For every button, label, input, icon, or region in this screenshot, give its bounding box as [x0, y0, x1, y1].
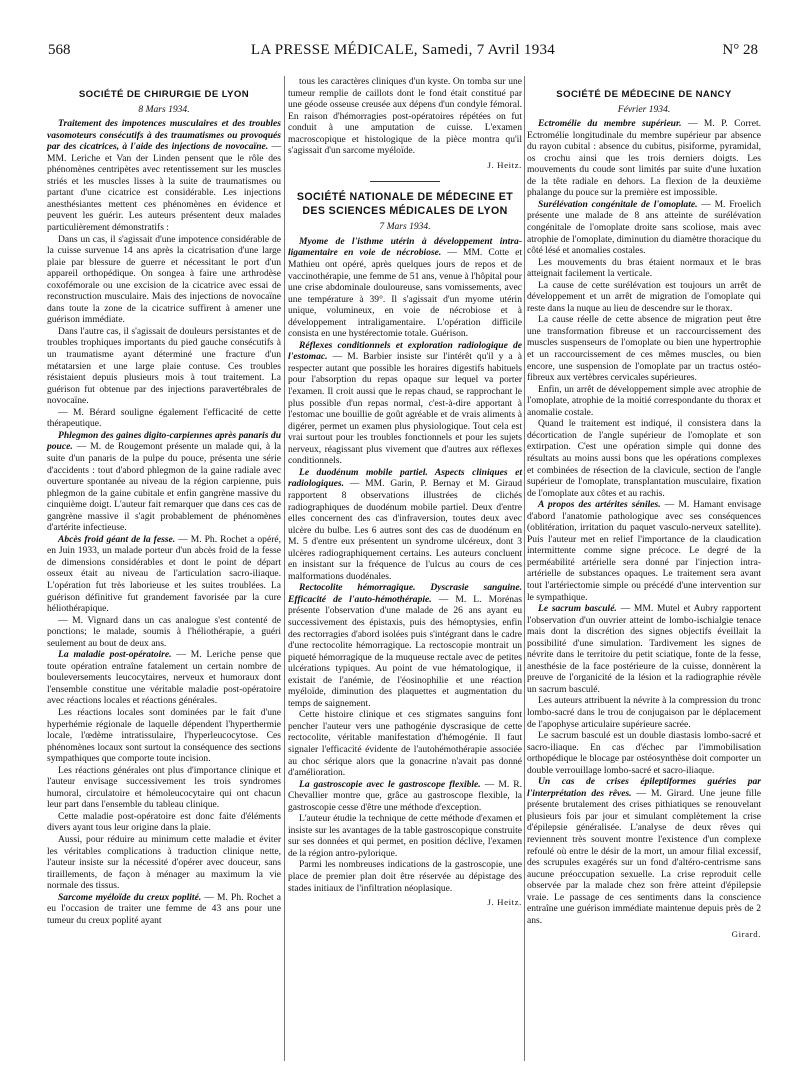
signature: Girard. [731, 929, 761, 940]
article [288, 340, 522, 467]
article-title: La gastroscopie avec le gastroscope flexible. [299, 778, 481, 790]
article-title: Traitement des impotences musculaires et des troubles vasomoteurs consécutifs à des traumatismes ou provoqués par des cicatrices, à l'aide des injections de novocaïne. [47, 118, 281, 153]
column-rule [524, 76, 525, 1061]
article-text: — MM. Mutel et Aubry rapportent l'observation d'un ouvrier atteint de lombo-ischialgie tenace mais dont la discrétion des signes objectifs éveillait la possibilité d'une simulation. Tardivement les signes de névrite dans le territoire du petit sciatique, fonte de la fesse, anesthésie de la face postérieure de la cuisse, donnèrent la preuve de l'organicité de la lésion et la radiographie révèle un sacrum basculé. [527, 603, 762, 695]
column-left [47, 76, 281, 926]
article-text: — M. Barbier insiste sur l'intérêt qu'il y a à respecter autant que possible les horaires digestifs habituels pour l'absorption du repas opaque sur lequel va porter l'examen. Il croit aussi que le repas chaud, se rapprochant le plus possible d'un repas normal, c'est-à-dire apportant à l'estomac une bouillie de goût agréable et de vrais aliments à digérer, permet un examen plus physiologique. Tout cela est vrai surtout pour les troubles fonctionnels et pour les sujets nerveux, réagissant plus vivement que d'autres aux réflexes conditionnels. [288, 351, 522, 467]
article [288, 467, 522, 582]
paragraph: Dans l'autre cas, il s'agissait de douleurs persistantes et de troubles trophiques importants du pied gauche consécutifs à un traumatisme ayant déterminé une fracture d'un métatarsien et une large plaie contuse. Ces troubles résistaient depuis plusieurs mois à tout traitement. La guérison fut obtenue par des injections paravertébrales de novocaïne. [47, 325, 281, 407]
article [47, 534, 281, 615]
page-header [48, 42, 758, 64]
paragraph: tous les caractères cliniques d'un kyste. On tomba sur une tumeur remplie de caillots dont le fond était constitué par une géode osseuse creusée aux dépens d'un condyle fémoral. En raison d'hémorragies post-opératoires répétées on fut conduit à une amputation de cuisse. L'examen macroscopique et histologique de la pièce montra qu'il s'agissait d'un sarcome myéloïde. [288, 76, 522, 157]
column-middle [288, 76, 522, 909]
article [288, 582, 522, 709]
article-text: — M. Leriche pense que toute opération entraîne fatalement un certain nombre de bouleversements leucocytaires, nerveux et humoraux dont l'ensemble constitue une véritable maladie post-opératoire avec réactions locales et réactions générales. [47, 649, 282, 707]
signature: J. Heitz. [487, 897, 522, 908]
article-title: Surélévation congénitale de l'omoplate. [538, 198, 698, 210]
article [527, 776, 761, 926]
article-text: — MM. Leriche et Van der Linden pensent que le rôle des phénomènes centripètes avec retentissement sur les muscles striés et les muscles lisses à la suite de traumatismes ou partant d'une cicatrice est considérable. Les injections anesthésiantes mettent ces phénomènes en évidence et peuvent les guérir. Les auteurs présentent deux malades particulièrement démonstratifs : [47, 141, 282, 234]
paragraph: Les réactions locales sont dominées par le fait d'une hyperhémie régionale de laquelle dépendent l'hyperthermie locale, l'œdème intratissulaire, l'hyperleucocytose. Ces phénomènes locaux sont surtout la conséquence des sections sympathiques que comporte toute incision. [47, 706, 281, 765]
section-title: SOCIÉTÉ NATIONALE DE MÉDECINE ET DES SCIENCES MÉDICALES DE LYON [296, 191, 514, 218]
article-title: Un cas de crises épileptiformes guéries par l'interprétation des rêves. [527, 776, 761, 799]
article [47, 118, 281, 233]
article [288, 236, 522, 340]
separator [370, 181, 440, 182]
section-title: SOCIÉTÉ DE CHIRURGIE DE LYON [78, 89, 250, 100]
article-title: Rectocolite hémorragique. Dyscrasie sanguine. Efficacité de l'auto-hémothérapie. [288, 582, 522, 605]
page-number: 568 [48, 42, 71, 58]
article [527, 603, 761, 695]
paragraph: Le sacrum basculé est un double diastasis lombo-sacré et sacro-iliaque. En cas d'échec par l'immobilisation orthopédique le blocage par ostéosynthèse doit comporter un double verrouillage lombo-sacré et sacro-iliaque. [527, 730, 761, 776]
article-title: Le duodénum mobile partiel. Aspects cliniques et radiologiques. [288, 466, 522, 490]
article-text: — M. P. Corret. Ectromélie longitudinale du membre supérieur par absence du rayon cubital : absence du cubitus, pisiforme, pyramidal, os crochu ainsi que les trois derniers doigts. Les mouvements du coude sont limités par suite d'une luxation de la tête radiale en dehors. La flexion de la deuxième phalange du pouce sur la première est impossible. [527, 118, 761, 199]
article-title: Myome de l'isthme utérin à développement intra-ligamentaire en voie de nécrobiose. [288, 235, 522, 259]
issue-number: N° 28 [722, 42, 758, 58]
article [527, 499, 761, 603]
article [527, 118, 761, 199]
paragraph: — M. Bérard souligne également l'efficacité de cette thérapeutique. [47, 406, 281, 430]
article-title: A propos des artérites séniles. [538, 499, 661, 511]
paragraph: Cette histoire clinique et ces stigmates sanguins font pencher l'auteur vers une pathogénie dyscrasique de cette rectocolite, véritable manifestation d'hémogénie. Il faut signaler l'efficacité évidente de l'autohémothérapie associée au choc sérique alors que la gonacrine n'avait pas donné d'amélioration. [288, 709, 522, 779]
article-text: — M. R. Chevallier montre que, grâce au gastroscope flexible, la gastroscopie cesse d'être une méthode d'exception. [288, 778, 522, 813]
article-text: — M. Girard. Une jeune fille présente brutalement des crises pithiatiques se renouvelant plusieurs fois par jour et simulant complètement la crise d'épilepsie généralisée. L'analyse de deux rêves qui reviennent très souvent montre l'existence d'un complexe refoulé où entre le désir de la mort, un amour filial excessif, des scrupules exagérés sur un fond d'altéro-centrisme sans aucune préoccupation sexuelle. La crise reproduit celle observée par la malade chez son frère atteint d'épilepsie vraie. Le passage de ces sentiments dans la conscience entraîne une guérison immédiate maintenue depuis près de 2 ans. [527, 787, 761, 926]
article-title: Sarcome myéloïde du creux poplité. [58, 891, 202, 903]
article-text: — M. Ph. Rochet a eu l'occasion de traiter une femme de 43 ans pour une tumeur du creux poplité ayant [47, 891, 281, 926]
paragraph: — M. Vignard dans un cas analogue s'est contenté de ponctions; le malade, soumis à l'héliothérapie, a guéri seulement au bout de deux ans. [47, 614, 281, 649]
article-text: — M. Froelich présente une malade de 8 ans atteinte de surélévation congénitale de l'omoplate droite sans scoliose, mais avec atrophie de l'omoplate, diminution du diamètre thoracique du côté lésé et anomalies costales. [527, 198, 762, 257]
paragraph: Cette maladie post-opératoire est donc faite d'éléments divers ayant tous leur origine dans la plaie. [47, 810, 281, 834]
article-text: — M. Hamant envisage d'abord l'anatomie pathologique avec ses conséquences (oblitération, irritation du paquet vasculo-nerveux satellite). Puis l'auteur met en relief l'importance de la claudication intermittente comme signe précoce. Le degré de la perméabilité artérielle sera donné par l'injection intra-artérielle de substances opaques. Le traitement sera avant tout l'artériectomie simple ou précédé d'une intervention sur le sympathique. [527, 499, 761, 603]
paragraph: Aussi, pour réduire au minimum cette maladie et éviter les véritables complications à traduction clinique nette, l'auteur insiste sur la nécessité d'opérer avec douceur, sans tiraillements, de façon à ménager au maximum la vie normale des tissus. [47, 834, 281, 892]
paragraph: Les auteurs attribuent la névrite à la compression du tronc lombo-sacré dans le trou de conjugaison par le déplacement de l'apophyse articulaire supérieure sacrée. [527, 695, 761, 730]
article-title: Le sacrum basculé. [538, 603, 617, 615]
article-title: Réflexes conditionnels et exploration radiologique de l'estomac. [288, 339, 522, 363]
paragraph: Enfin, un arrêt de développement simple avec atrophie de l'omoplate, atrophie de la moitié correspondante du thorax et anomalie costale. [527, 383, 761, 418]
column-rule [284, 76, 285, 1061]
article-text: — M. Ph. Rochet a opéré, en Juin 1933, un malade porteur d'un abcès froid de la fesse de dimensions considérables et dont le point de départ osseux était au niveau de l'articulation sacro-iliaque. L'opération fut très laborieuse et les suites troublées. La guérison définitive fut grandement favorisée par la cure héliothérapique. [47, 533, 281, 615]
article [527, 199, 761, 257]
article [47, 430, 281, 534]
paragraph: L'auteur étudie la technique de cette méthode d'examen et insiste sur les avantages de la table gastroscopique construite sur ses données et qui permet, en position déclive, l'examen de la région antro-pylorique. [288, 813, 522, 859]
paragraph: La cause réelle de cette absence de migration peut être une transformation fibreuse et un raccourcissement des muscles suspenseurs de l'omoplate ou bien une hypertrophie et un raccourcissement de ces mêmes muscles, ou bien encore, une suspension de l'omoplate par un tractus ostéo-fibreux aux vertèbres cervicales supérieures. [527, 314, 761, 384]
article-title: Phlegmon des gaines digito-carpiennes après panaris du pouce. [47, 429, 281, 453]
section-date: 7 Mars 1934. [379, 221, 431, 233]
signature: J. Heitz. [487, 159, 522, 170]
article [47, 649, 281, 707]
article-title: Abcès froid géant de la fesse. [58, 533, 176, 545]
article [47, 892, 281, 927]
article-text: — MM. Garin, P. Bernay et M. Giraud rapportent 8 observations illustrées de clichés radiographiques de duodénum mobile partiel. Deux d'entre elles concernent des cas d'infraversion, toutes deux avec ulcère du bulbe. Les 6 autres sont des cas de duodénum en M. 5 d'entre eux présentent un syndrome ulcéreux, dont 3 ulcères radiographiquement certains. Les auteurs concluent en insistant sur la fréquence de l'ulcus au cours de ces malformations duodénales. [288, 478, 522, 582]
paragraph: Parmi les nombreuses indications de la gastroscopie, une place de premier plan doit être réservée au dépistage des stades initiaux de l'infiltration néoplasique. [288, 859, 522, 894]
journal-title: LA PRESSE MÉDICALE, Samedi, 7 Avril 1934 [250, 42, 556, 58]
article-text: — M. L. Morénas présente l'observation d'une malade de 26 ans ayant eu successivement des épistaxis, puis des hémoptysies, enfin des rectorragies d'abord isolées puis s'intégrant dans le cadre d'une rectocolite hémorragique. La rectoscopie montrait un piqueté hémorragique de la muqueuse rectale avec de petites ulcérations typiques. Au point de vue hématologique, il existait de l'anémie, de l'éosinophilie et une réaction myéloïde, diminution des plaquettes et augmentation du temps de saignement. [288, 593, 522, 709]
paragraph: Quand le traitement est indiqué, il consistera dans la décortication de l'angle supérieur de l'omoplate et son extirpation. C'est une opération simple qui donne des résultats au moins aussi bons que les opérations complexes et combinées de résection de la clavicule, section de l'angle supérieur de l'omoplate, transplantation musculaire, fixation de l'omoplate aux côtes et au rachis. [527, 418, 761, 499]
section-date: 8 Mars 1934. [138, 103, 190, 115]
section-title: SOCIÉTÉ DE MÉDECINE DE NANCY [556, 89, 732, 100]
paragraph: La cause de cette surélévation est toujours un arrêt de développement et un arrêt de migration de l'omoplate qui reste dans la nuque au lieu de descendre sur le thorax. [527, 279, 761, 314]
article-text: — M. de Rougemont présente un malade qui, à la suite d'un panaris de la pulpe du pouce, présenta une série d'accidents : tout d'abord phlegmon de la gaine radiale avec ouverture spontanée au niveau de la région carpienne, puis phlegmon de la gaine cubitale et enfin gangrène massive du cinquième doigt. L'auteur fait remarquer que dans ces cas de gangrène massive il s'agit probablement de phénomènes d'artérite infectieuse. [47, 441, 281, 534]
paragraph: Les réactions générales ont plus d'importance clinique et l'auteur envisage successivement les trois syndromes humoral, circulatoire et hémoleucocytaire qui ont chacun leur part dans l'ensemble du tableau clinique. [47, 764, 281, 811]
column-right [527, 76, 761, 941]
paragraph: Les mouvements du bras étaient normaux et le bras atteignait facilement la verticale. [527, 256, 761, 280]
article-text: — MM. Cotte et Mathieu ont opéré, après quelques jours de repos et de vaccinothérapie, une femme de 51 ans, venue à l'hôpital pour une crise abdominale douloureuse, sans vomissements, avec une température à 39°. Il s'agissait d'un myome utérin unique, volumineux, en voie de nécrobiose et à développement intraligamentaire. L'opération difficile consista en une hystérectomie totale. Guérison. [288, 247, 522, 340]
article [288, 779, 522, 814]
paragraph: Dans un cas, il s'agissait d'une impotence considérable de la cuisse survenue 14 ans après la cicatrisation d'une large plaie par blessure de guerre et nécessitant le port d'un appareil orthopédique. On songea à faire une arthrodèse coxofémorale ou une excision de la cicatrice avec essai de reconstruction musculaire. Mais des injections de novocaïne dans toute la zone de la cicatrice suffirent à amener une guérison immédiate. [47, 233, 281, 326]
article-title: Ectromélie du membre supérieur. [538, 118, 682, 130]
section-date: Février 1934. [617, 103, 671, 115]
article-title: La maladie post-opératoire. [58, 649, 172, 661]
